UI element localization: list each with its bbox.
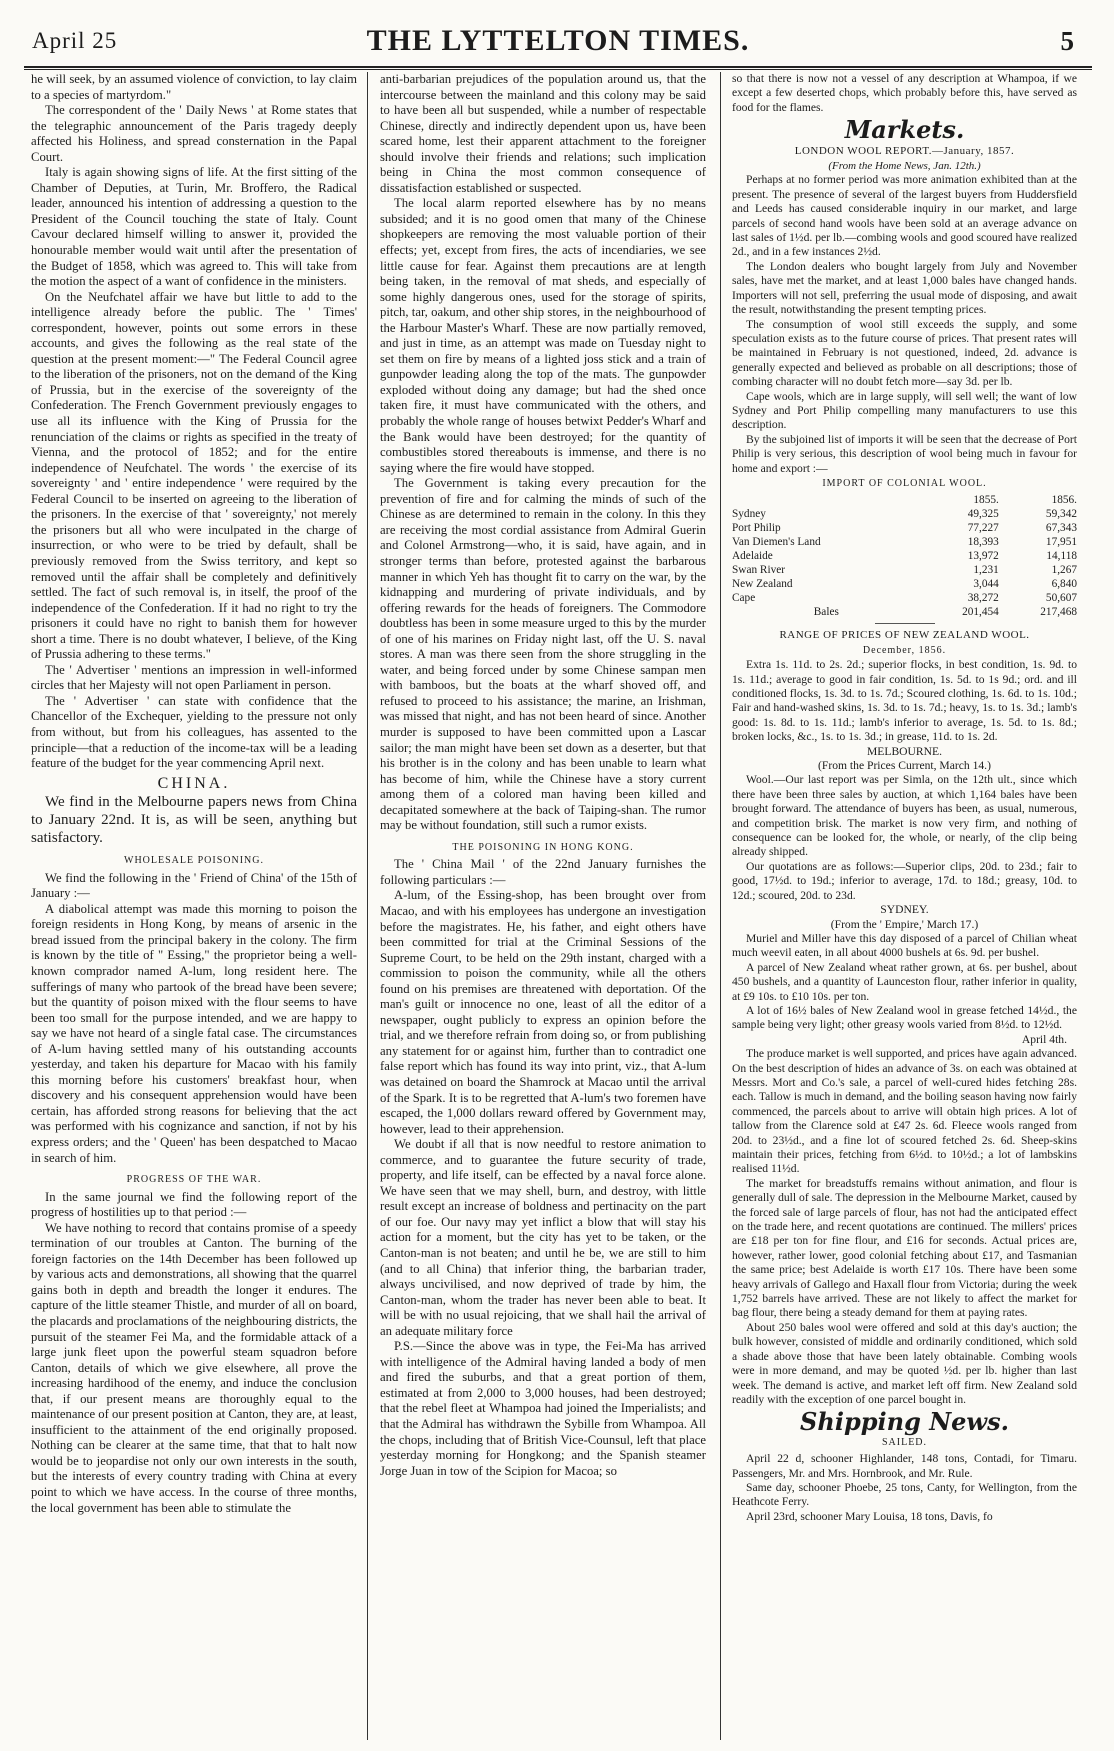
table-row bbox=[732, 535, 1077, 549]
paragraph: We have nothing to record that contains promise of a speedy termination of our troubles at Canton. The burning of the foreign factories on the 14th December has been followed up by various acts and demonstrations, all showing that the quarrel gains both in depth and breadth the longer it endures. The capture of the little steamer Thistle, and murder of all on board, the placards and proclamations of the neighbouring districts, the pursuit of the steamer Fei Ma, and the formidable attack of a large junk fleet upon the powerful steam squadron before Canton, details of which we give elsewhere, all prove the increasing hardihood of the enemy, and induce the conclusion that, if our present means are thoroughly equal to the maintenance of our present position at Canton, they are, at least, insufficient to the attainment of the end originally proposed. Nothing can be clearer at the same time, that that to halt now would be to jeopardise not only our own interests in the south, but the interests of every country trading with China at every point to which we have access. In the course of three months, the local government has been able to stimulate the bbox=[31, 1220, 357, 1515]
paragraph: Italy is again showing signs of life. At the first sitting of the Chamber of Deputies, at Turin, Mr. Broffero, the Radical leader, announced his intention of addressing a question to the President of the Council touching the state of Italy. Count Cavour declared himself willing to answer it, provided the honourable member would wait until after the presentation of the Budget of 1858, which was agreed to. This will take from the motion the aspect of a want of confidence in the ministers. bbox=[31, 165, 357, 289]
paragraph: anti-barbarian prejudices of the population around us, that the intercourse between the mainland and this colony may be said to have been all but suspended, while a number of respectable Chinese, directly and indirectly dependent upon us, have been scared home, lest their apparent attachment to the foreigner should involve their friends and relations; such implication being in China the most common consequence of dissatisfaction established or suspected. bbox=[380, 72, 706, 195]
table-header: 1855. bbox=[973, 494, 999, 507]
table-cell: 217,468 bbox=[1040, 606, 1077, 619]
table-total-row bbox=[732, 605, 1077, 619]
paragraph: A-lum, of the Essing-shop, has been brought over from Macao, and with his employees has undergone an investigation before the magistrates. He, his father, and eight others have been committed for trial at the Criminal Sessions of the Supreme Court, to be held on the 29th instant, charged with a commission to poison the community, while all the others found on his premises are threatened with deportation. Of the man's guilt or innocence no one, least of all the editor of a newspaper, ought publicly to express an opinion before the trial, and we therefore refrain from doing so, or from publishing any statement for or against him, further than to contradict one false report which has found its way into print, viz., that A-lum was detained on board the Shamrock at Macao until the arrival of the Spark. It is to be regretted that A-lum's two foremen have escaped, the 1,000 dollars reward offered by Government may, however, lead to their apprehension. bbox=[380, 888, 706, 1136]
paragraph: In the same journal we find the following report of the progress of hostilities up to that period :— bbox=[31, 1189, 357, 1220]
paragraph: We doubt if all that is now needful to restore animation to commerce, and to guarantee the future security of trade, property, and life itself, can be effected by a naval force alone. We have seen that we may shell, burn, and destroy, with little result except an increase of boldness and pertinacity on the part of our foe. Our navy may yet inflict a blow that will stay his action for a moment, but the city has yet to be taken, or the Canton-man is not beaten; and until he be, we are still to him (and to all China) that inferior thing, the barbarian trader, always uncivilised, and now deprived of trade by him, the Canton-man, whom the trader has never been able to beat. It will be with no usual rejoicing, that we shall hail the arrival of an adequate military force bbox=[380, 1137, 706, 1338]
paragraph: A diabolical attempt was made this morning to poison the foreign residents in Hong Kong, by means of arsenic in the bread issued from the principal bakery in the colony. The firm is known by the title of " Essing," the proprietor being a well-known comprador named A-lum, long resident here. The sufferings of many who partook of the bread have been severe; but the quantity of poison mixed with the flour seems to have been too small for the purpose intended, and we are happy to say we have not heard of a single fatal case. The circumstances of A-lum having settled many of his outstanding accounts yesterday, and taken his departure for Macao with his family this morning before his customers' breakfast hour, when discovery and his consequent apprehension would have been certain, has afforded strong reasons for believing that the act was performed with his cognizance and sanction, if not by his express orders; and the ' Queen' has been despatched to Macao in search of him. bbox=[31, 901, 357, 1165]
table-header-row bbox=[732, 493, 1077, 507]
table-cell: 13,972 bbox=[967, 550, 999, 563]
paragraph: Muriel and Miller have this day disposed of a parcel of Chilian wheat much weevil eaten, in all about 4000 bushels at 6s. 9d. per bushel. bbox=[732, 931, 1077, 960]
paragraph: P.S.—Since the above was in type, the Fei-Ma has arrived with intelligence of the Admiral having landed a body of men and fired the suburbs, and that a great portion of them, estimated at from 2,000 to 3,000 houses, had been destroyed; that the rebel fleet at Whampoa had joined the Imperialists; and that the Admiral has withdrawn the Sybille from Whampoa. All the chops, including that of British Vice-Counsul, left that place yesterday morning for Hongkong; and the Spanish steamer Jorge Juan in tow of the Scipion for Macoa; so bbox=[380, 1339, 706, 1478]
source-note: (From the Home News, Jan. 12th.) bbox=[828, 160, 981, 173]
table-row bbox=[732, 591, 1077, 605]
divider bbox=[875, 623, 935, 624]
dateline: April 4th. bbox=[1021, 1032, 1067, 1046]
paragraph: Perhaps at no former period was more animation exhibited than at the present. The presence of several of the largest buyers from Huddersfield and Leeds has caused considerable inquiry in our market, and large parcels of second hand wools have been sold at an average advance on last sales of 1½d. per lb.—combing wools and good scoured have realized 2d., and in a few instances 2½d. bbox=[732, 173, 1077, 259]
table-cell: Bales bbox=[813, 606, 839, 619]
subheading-melbourne: MELBOURNE. bbox=[866, 744, 943, 758]
issue-date: April 25 bbox=[32, 28, 118, 53]
subheading-progress-of-war: PROGRESS OF THE WAR. bbox=[126, 1174, 262, 1186]
paragraph: Our quotations are as follows:—Superior clips, 20d. to 23d.; fair to good, 17½d. to 19d.; inferior to average, 17d. to 18d.; greasy, 10d. to 12d.; scoured, 20d. to 23d. bbox=[732, 859, 1077, 902]
table-cell: 3,044 bbox=[973, 578, 999, 591]
newspaper-title: THE LYTTELTON TIMES. bbox=[366, 24, 750, 57]
source-note: (From the Prices Current, March 14.) bbox=[818, 759, 991, 773]
table-cell: 67,343 bbox=[1045, 522, 1077, 535]
paragraph: April 22 d, schooner Highlander, 148 tons, Contadi, for Timaru. Passengers, Mr. and Mrs. Hornbrook, and Mr. Rule. bbox=[732, 1452, 1077, 1480]
table-cell: 1,267 bbox=[1051, 564, 1077, 577]
table-cell: 201,454 bbox=[962, 606, 999, 619]
paragraph: The market for breadstuffs remains without animation, and flour is generally dull of sale. The depression in the Melbourne Market, caused by the forced sale of large parcels of flour, has not had the anticipated effect on the trade here, and recent quotations are continued. The millers' prices are £18 per ton for fine flour, and £16 for seconds. Actual prices are, however, rather lower, good colonial fetching about £17, and Tasmanian the same price; best Adelaide is worth £17 10s. There have been some heavy arrivals of Gallego and Haxall flour from Victoria; during the week 1,752 barrels have arrived. These are not likely to affect the market for bag flour, there being a steady demand for them at paying rates. bbox=[732, 1176, 1077, 1320]
paragraph: The ' Advertiser ' mentions an impression in well-informed circles that her Majesty will not open Parliament in person. bbox=[31, 662, 357, 693]
paragraph: so that there is now not a vessel of any description at Whampoa, if we except a few deserted chops, which probably before this, have served as food for the flames. bbox=[732, 72, 1077, 114]
subheading-london-wool: LONDON WOOL REPORT.—January, 1857. bbox=[794, 144, 1015, 157]
column-divider bbox=[367, 72, 368, 1740]
paragraph: About 250 bales wool were offered and sold at this day's auction; the bulk however, consisted of middle and ordinarily conditioned, which sold a shade above those that have been lately obtainable. Combing wools were in more demand, and may be quoted ½d. per lb. higher than last week. The demand is active, and market left off firm. New Zealand sold readily with the exception of one parcel bought in. bbox=[732, 1320, 1077, 1406]
subheading-sailed: SAILED. bbox=[881, 1436, 928, 1448]
table-row bbox=[732, 577, 1077, 591]
paragraph: We find the following in the ' Friend of China' of the 15th of January :— bbox=[31, 870, 357, 901]
table-cell: 6,840 bbox=[1051, 578, 1077, 591]
lead-paragraph: We find in the Melbourne papers news from China to January 22nd. It is, as will be seen, anything but satisfactory. bbox=[31, 794, 357, 847]
column-2 bbox=[380, 72, 706, 1740]
table-row bbox=[732, 521, 1077, 535]
table-cell: 18,393 bbox=[967, 536, 999, 549]
table-cell: 77,227 bbox=[967, 522, 999, 535]
table-cell: 50,607 bbox=[1045, 592, 1077, 605]
table-cell: Swan River bbox=[732, 564, 786, 577]
table-cell: 1,231 bbox=[973, 564, 999, 577]
table-cell: New Zealand bbox=[732, 578, 793, 591]
paragraph: The consumption of wool still exceeds the supply, and some speculation exists as to the future course of prices. That present rates will be maintained in February is not questioned, indeed, 2d. advance is generally expected and believed as probable on all descriptions; those of combing character will no doubt fetch more—say 3d. per lb. bbox=[732, 317, 1077, 389]
wool-import-table bbox=[732, 493, 1077, 619]
subheading-wholesale-poisoning: WHOLESALE POISONING. bbox=[124, 855, 264, 867]
paragraph: The produce market is well supported, and prices have again advanced. On the best description of hides an advance of 3s. on each was obtained at Messrs. Mort and Co.'s sale, a parcel of well-cured hides fetching 28s. each. Tallow is much in demand, and the boiling season having now fairly commenced, the parcels about to arrive will obtain high prices. A lot of tallow from the Clarence sold at £47 2s. 6d. Fleece wools ranged from 20d. to 23½d., and a fine lot of scoured fetched 2s. 6d. Sheep-skins maintain their prices, fetching from 6½d. to 10½d.; a lot of lambskins realised 11½d. bbox=[732, 1047, 1077, 1176]
paragraph: By the subjoined list of imports it will be seen that the decrease of Port Philip is very serious, this description of wool being much in favour for home and export :— bbox=[732, 432, 1077, 475]
masthead bbox=[24, 18, 1092, 66]
dateline: December, 1856. bbox=[862, 644, 947, 656]
table-header: 1856. bbox=[1051, 494, 1077, 507]
table-row bbox=[732, 563, 1077, 577]
paragraph: The Government is taking every precaution for the prevention of fire and for calming the minds of such of the Chinese as are determined to remain in the colony. In this they are receiving the most cordial assistance from Admiral Guerin and Colonel Armstrong—who, it is said, have again, and in stronger terms than before, protested against the barbarous manner in which Yeh has thought fit to carry on the war, by the kidnapping and murdering of private individuals, and by offering rewards for the heads of foreigners. The Commodore doubtless has been in some measure urged to this by the murder of one of his marines on Friday night last, off the U. S. naval stores. A man was there seen from the shore struggling in the water, and being forced under by some Chinese sampan men with bamboos, but the boats at the wharf shoved off, and refused to proceed to his assistance; the marine, an Irishman, was missed that night, and has not been heard of since. Another murder is supposed to have been committed upon a Lascar sailor; the man might have been set down as a deserter, but that his brother is in the colony and has been unable to learn what has become of him, while the Chinese have a story current among them of a colored man having been killed and decapitated somewhere at the back of Taiping-shan. The rumor may be without foundation, still such a rumor exists. bbox=[380, 476, 706, 833]
table-cell: 17,951 bbox=[1045, 536, 1077, 549]
column-3 bbox=[732, 72, 1077, 1740]
table-cell: Sydney bbox=[732, 508, 766, 521]
subheading-sydney: SYDNEY. bbox=[880, 903, 929, 917]
paragraph: April 23rd, schooner Mary Louisa, 18 tons, Davis, fo bbox=[746, 1509, 993, 1523]
page-number: 5 bbox=[1060, 26, 1074, 56]
paragraph: he will seek, by an assumed violence of conviction, to lay claim to a species of martyrdom." bbox=[31, 72, 357, 102]
source-note: (From the ' Empire,' March 17.) bbox=[830, 917, 979, 931]
paragraph: The ' Advertiser ' can state with confidence that the Chancellor of the Exchequer, yielding to the pressure not only from without, but from his colleagues, has assented to the principle—that a reduction of the income-tax will be a leading feature of the budget for the year commencing April next. bbox=[31, 693, 357, 771]
paragraph: Cape wools, which are in large supply, will sell well; the want of low Sydney and Port Philip compelling many manufacturers to use this description. bbox=[732, 389, 1077, 432]
paragraph: On the Neufchatel affair we have but little to add to the intelligence already before the public. The ' Times' correspondent, however, points out some errors in these accounts, and gives the following as the real state of the question at the present moment:—" The Federal Council agree to the liberation of the prisoners, not on the demand of the King of Prussia, but in the exercise of the sovereignty of the Confederation. The French Government previously engages to use all its influence with the King of Prussia for the renunciation of the claims or rights as specified in the treaty of Vienna, and the protocol of 1852; and for the entire independence of Neufchatel. The words ' the exercise of its sovereignty ' and ' entire independence ' were required by the Federal Council to be inserted on agreeing to the liberation of the prisoners. In the exercise of that ' sovereignty,' not merely the prisoners but all who were inculpated in the charge of insurrection, or who were to be tried by default, shall be previously removed from the Swiss territory, and kept so removed until the affair shall be completely and definitively settled. The fact of such removal is, in itself, the proof of the independence of the Confederation. If it had no right to try the prisoners it could have no right to banish them for however short a time. There is no doubt whatever, I believe, of the King of Prussia adhering to these terms." bbox=[31, 289, 357, 662]
paragraph: The ' China Mail ' of the 22nd January furnishes the following particulars :— bbox=[380, 857, 706, 887]
paragraph: Wool.—Our last report was per Simla, on the 12th ult., since which there have been three sales by auction, at which 1,164 bales have been brought forward. The attendance of buyers has been, as usual, numerous, and competition brisk. The market is now very firm, and nothing of consequence can be looked for, the whole, or nearly, of the clip being already shipped. bbox=[732, 773, 1077, 859]
table-title: IMPORT OF COLONIAL WOOL. bbox=[822, 477, 987, 489]
table-cell: Adelaide bbox=[732, 550, 773, 563]
masthead-rule bbox=[24, 66, 1092, 68]
masthead-rule-thin bbox=[24, 69, 1092, 70]
paragraph: Same day, schooner Phoebe, 25 tons, Canty, for Wellington, from the Heathcote Ferry. bbox=[732, 1480, 1077, 1509]
table-cell: 38,272 bbox=[967, 592, 999, 605]
column-1 bbox=[31, 72, 357, 1740]
column-divider bbox=[720, 72, 721, 1740]
section-heading-shipping-news: Shipping News. bbox=[800, 1407, 1009, 1437]
subheading-nz-wool-prices: RANGE OF PRICES OF NEW ZEALAND WOOL. bbox=[779, 629, 1030, 642]
table-cell: Cape bbox=[732, 592, 756, 605]
table-row bbox=[732, 507, 1077, 521]
section-heading-china: CHINA. bbox=[157, 774, 231, 792]
table-cell: Van Diemen's Land bbox=[732, 536, 821, 549]
table-cell: 14,118 bbox=[1046, 550, 1077, 563]
section-heading-markets: Markets. bbox=[844, 115, 965, 145]
table-cell: Port Philip bbox=[732, 522, 781, 535]
paragraph: The London dealers who bought largely from July and November sales, have met the market, and at least 1,000 bales have changed hands. Importers will not sell, preferring the usual mode of disposing, and await the result, notwithstanding the present tempting prices. bbox=[732, 259, 1077, 317]
subheading-poisoning-hong-kong: THE POISONING IN HONG KONG. bbox=[452, 841, 634, 853]
paragraph: A parcel of New Zealand wheat rather grown, at 6s. per bushel, about 450 bushels, and a quantity of Launceston flour, rather inferior in quality, at £9 10s. to £10 10s. per ton. bbox=[732, 960, 1077, 1003]
table-cell: 59,342 bbox=[1045, 508, 1077, 521]
table-cell: 49,325 bbox=[967, 508, 999, 521]
paragraph: Extra 1s. 11d. to 2s. 2d.; superior flocks, in best condition, 1s. 9d. to 1s. 11d.; average to good in fair condition, 1s. 5d. to 1s 9d.; ord. and ill conditioned flocks, 1s. 3d. to 1s. 7d.; Scoured clothing, 1s. 6d. to 1s. 10d.; Fair and hand-washed skins, 1s. 3d. to 1s. 7d.; heavy, 1s. to 1s. 3d.; lamb's good: 1s. 8d. to 1s. 11d.; lamb's inferior to average, 1s. 5d. to 1s. 8d.; broken locks, &c., 1s. to 1s. 3d.; in grease, 11d. to 1s. 2d. bbox=[732, 658, 1077, 744]
paragraph: The correspondent of the ' Daily News ' at Rome states that the telegraphic announcement of the Paris tragedy deeply affected his Holiness, and spread consternation in the Papal Court. bbox=[31, 103, 357, 164]
paragraph: The local alarm reported elsewhere has by no means subsided; and it is no good omen that many of the Chinese shopkeepers are removing the most valuable portion of their effects; yet, except from fires, the acts of incendiaries, we see little cause for fear. Against them precautions are at length being taken, in the removal of mat sheds, and especially of some highly dangerous ones, used for the storage of spirits, pitch, tar, oakum, and other ship stores, in the neighbourhood of the Harbour Master's Wharf. These are now partially removed, and just in time, as an attempt was made on Tuesday night to set them on fire by means of a lighted joss stick and a train of gunpowder leading along the top of the mats. The gunpowder exploded without doing any damage; but had the shed once taken fire, it must have communicated with the others, and probably the whole range of houses betwixt Pedder's Wharf and the Bank would have been destroyed; for the quantity of combustibles stored thereabouts is immense, and there is no saying where the fire would have stopped. bbox=[380, 196, 706, 475]
paragraph: A lot of 16½ bales of New Zealand wool in grease fetched 14½d., the sample being very light; other greasy wools varied from 8½d. to 12½d. bbox=[732, 1003, 1077, 1032]
table-row bbox=[732, 549, 1077, 563]
